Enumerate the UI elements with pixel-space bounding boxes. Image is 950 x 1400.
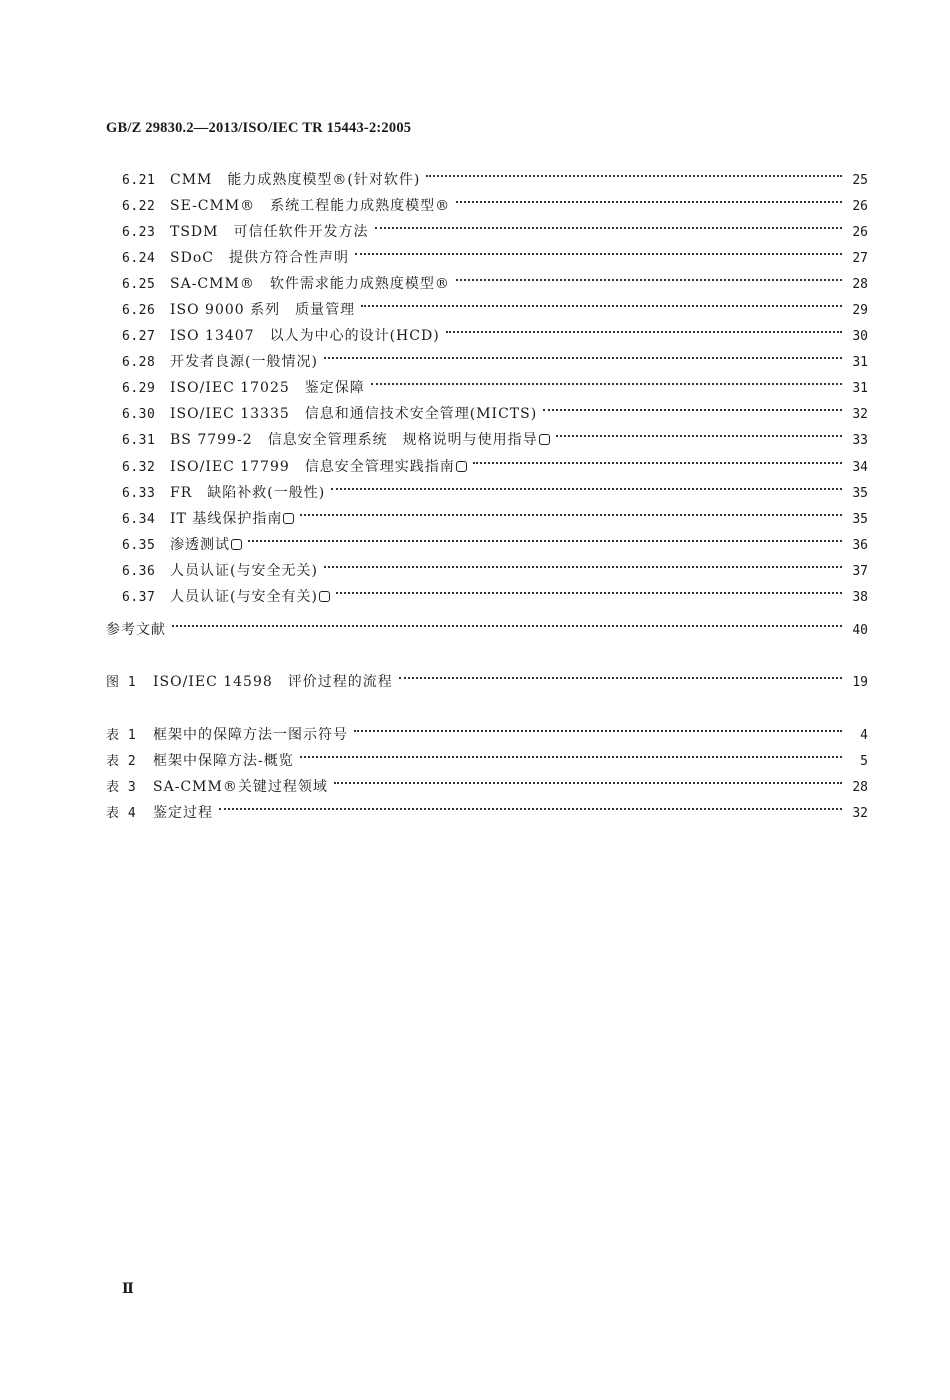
dot-leader [556,422,842,444]
lock-icon [231,539,242,550]
lock-icon [539,434,550,445]
page-number: 32 [852,806,868,821]
dot-leader [371,370,842,392]
page-number: 29 [852,303,868,318]
entry-number: 6.32 [122,460,156,475]
entry-number: 表 2 [106,754,137,769]
tab-entry[interactable] [106,795,868,821]
section-entry[interactable] [122,292,868,318]
entry-number: 图 1 [106,675,137,690]
page-number: 26 [852,199,868,214]
entry-title-text: SDoC 提供方符合性声明 [170,250,349,266]
entry-title-text: FR 缺陷补救(一般性) [170,485,326,501]
entry-title-text: 渗透测试 [170,537,230,553]
page-number: 35 [852,486,868,501]
entry-title-text: ISO/IEC 14598 评价过程的流程 [153,674,393,690]
dot-leader [375,214,843,236]
dot-leader [456,188,842,210]
dot-leader [324,344,842,366]
section-entry[interactable] [122,318,868,344]
dot-leader [361,292,842,314]
page-number: 34 [852,460,868,475]
page-number: 27 [852,251,868,266]
tab-entry[interactable] [106,743,868,769]
entry-title-text: 参考文献 [106,622,166,638]
entry-number: 表 3 [106,780,137,795]
entry-title-text: CMM 能力成熟度模型®(针对软件) [170,172,421,188]
entry-number: 6.36 [122,564,156,579]
dot-leader [426,162,842,184]
entry-title-text: ISO 9000 系列 质量管理 [170,302,356,318]
entry-title-text: ISO/IEC 17799 信息安全管理实践指南 [170,459,455,475]
page-number: 4 [860,728,868,743]
entry-number: 6.31 [122,433,156,448]
entry-number: 6.30 [122,407,156,422]
entry-title-text: ISO/IEC 17025 鉴定保障 [170,380,365,396]
page-number: 5 [860,754,868,769]
page-number: 30 [852,329,868,344]
dot-leader [334,769,842,791]
dot-leader [248,527,842,549]
entry-title-text: 人员认证(与安全有关) [170,589,318,605]
fig-entry[interactable] [106,664,868,690]
dot-leader [324,553,842,575]
lock-icon [456,461,467,472]
dot-leader [219,795,842,817]
page-number: 40 [852,623,868,638]
entry-title-text: 鉴定过程 [153,805,213,821]
dot-leader [473,449,842,471]
page-number: 37 [852,564,868,579]
section-entry[interactable] [122,553,868,579]
lock-icon [283,513,294,524]
page-number: 31 [852,381,868,396]
entry-title [170,586,336,608]
dot-leader [172,612,842,634]
section-entry[interactable] [122,501,868,527]
page-number: 25 [852,173,868,188]
page-number: 26 [852,225,868,240]
entry-number: 6.25 [122,277,156,292]
page-number: 28 [852,277,868,292]
entry-title-text: 人员认证(与安全无关) [170,563,318,579]
section-entry[interactable] [122,579,868,605]
entry-number: 表 1 [106,728,137,743]
page-number: 36 [852,538,868,553]
entry-title [153,802,219,824]
entry-number: 6.29 [122,381,156,396]
dot-leader [456,266,842,288]
page-number: 32 [852,407,868,422]
tab-entry[interactable] [106,769,868,795]
standard-id-header: GB/Z 29830.2—2013/ISO/IEC TR 15443-2:2005 [106,120,412,136]
entry-number: 6.23 [122,225,156,240]
section-entry[interactable] [122,214,868,240]
section-entry[interactable] [122,396,868,422]
entry-title-text: IT 基线保护指南 [170,511,283,527]
section-entry[interactable] [122,162,868,188]
entry-number: 6.28 [122,355,156,370]
dot-leader [331,475,842,497]
entry-number: 6.35 [122,538,156,553]
page-number: 38 [852,590,868,605]
section-entry[interactable] [122,188,868,214]
entry-number: 6.21 [122,173,156,188]
tab-entry[interactable] [106,717,868,743]
entry-title-text: ISO/IEC 13335 信息和通信技术安全管理(MICTS) [170,406,538,422]
entry-title [106,619,172,641]
dot-leader [355,240,842,262]
entry-title-text: SA-CMM® 软件需求能力成熟度模型® [170,276,450,292]
entry-title-text: ISO 13407 以人为中心的设计(HCD) [170,328,440,344]
section-entry[interactable] [122,422,868,448]
section-entry[interactable] [122,370,868,396]
dot-leader [300,743,842,765]
entry-number: 6.37 [122,590,156,605]
section-entry[interactable] [122,527,868,553]
dot-leader [300,501,842,523]
page-number: 28 [852,780,868,795]
entry-title [153,671,399,693]
dot-leader [543,396,842,418]
page-number: 31 [852,355,868,370]
page-number: 35 [852,512,868,527]
dot-leader [399,664,842,686]
entry-number: 6.34 [122,512,156,527]
page-number: 19 [852,675,868,690]
dot-leader [446,318,842,340]
top-entry[interactable] [106,612,868,638]
entry-title-text: 开发者良源(一般情况) [170,354,318,370]
entry-number: 6.27 [122,329,156,344]
entry-number: 6.26 [122,303,156,318]
lock-icon [319,591,330,602]
entry-title-text: 框架中的保障方法一图示符号 [153,727,348,743]
entry-title-text: TSDM 可信任软件开发方法 [170,224,369,240]
section-entry[interactable] [122,344,868,370]
section-entry[interactable] [122,240,868,266]
dot-leader [336,579,842,601]
entry-title-text: BS 7799-2 信息安全管理系统 规格说明与使用指导 [170,432,538,448]
entry-title-text: SE-CMM® 系统工程能力成熟度模型® [170,198,451,214]
section-entry[interactable] [122,266,868,292]
section-entry[interactable] [122,475,868,501]
page-folio: Ⅱ [122,1282,134,1297]
entry-number: 6.33 [122,486,156,501]
entry-number: 表 4 [106,806,137,821]
entry-number: 6.24 [122,251,156,266]
entry-number: 6.22 [122,199,156,214]
section-entry[interactable] [122,449,868,475]
dot-leader [354,717,842,739]
page-number: 33 [852,433,868,448]
entry-title-text: SA-CMM®关键过程领域 [153,779,328,795]
entry-title [170,429,556,451]
entry-title-text: 框架中保障方法-概览 [153,753,294,769]
